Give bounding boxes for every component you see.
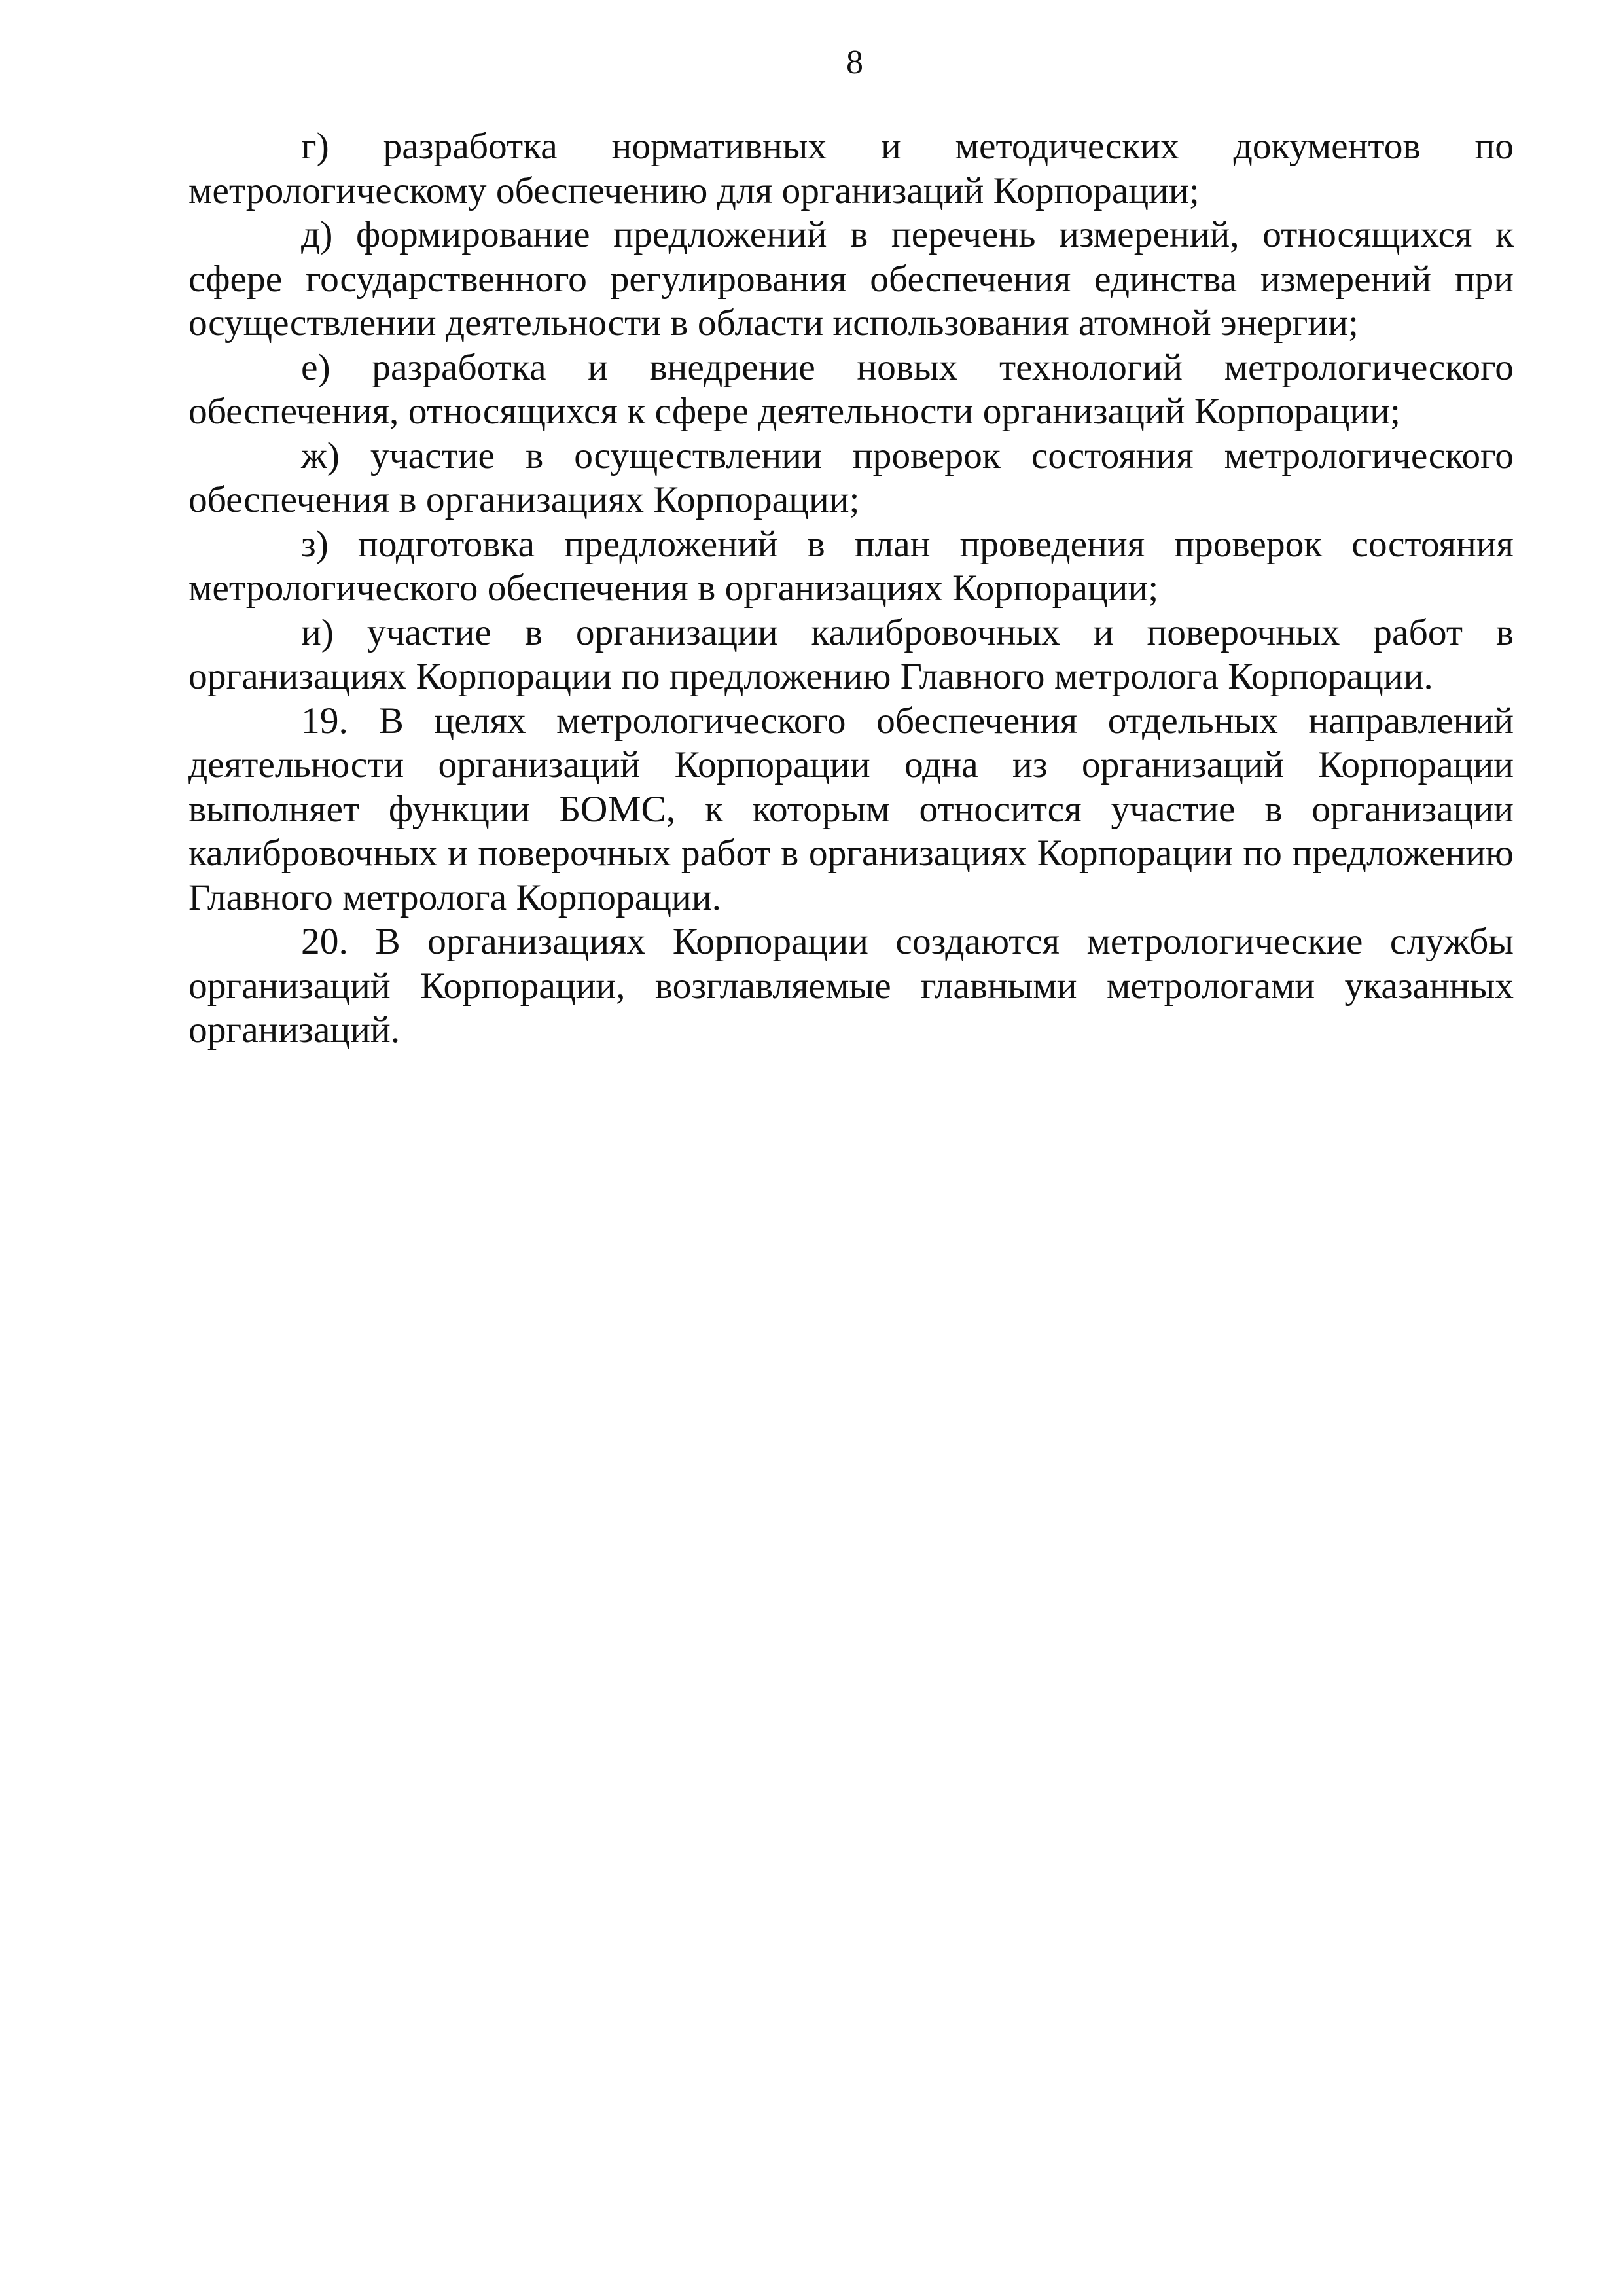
page-number: 8 [846,44,863,81]
paragraph-zh: ж) участие в осуществлении проверок состояния метрологического обеспечения в организациях Корпорации; [188,435,1514,520]
paragraph-20: 20. В организациях Корпорации создаются метрологические службы организаций Корпорации, возглавляемые главными метрологами указанных организаций. [188,921,1514,1050]
paragraph-19: 19. В целях метрологического обеспечения отдельных направлений деятельности организаций Корпорации одна из организаций Корпорации выполняет функции БОМС, к которым относится участие в организации калибровочных и поверочных работ в организациях Корпорации по предложению Главного метролога Корпорации. [188,700,1514,918]
paragraph-e: е) разработка и внедрение новых технологий метрологического обеспечения, относящихся к сфере деятельности организаций Корпорации; [188,346,1514,432]
paragraph-z: з) подготовка предложений в план проведения проверок состояния метрологического обеспечения в организациях Корпорации; [188,523,1514,609]
paragraph-d: д) формирование предложений в перечень измерений, относящихся к сфере государственного регулирования обеспечения единства измерений при осуществлении деятельности в области использования атомной энергии; [188,214,1514,344]
paragraph-g: г) разработка нормативных и методических документов по метрологическому обеспечению для организаций Корпорации; [188,126,1514,211]
document-body [188,124,1514,1052]
paragraph-i: и) участие в организации калибровочных и поверочных работ в организациях Корпорации по предложению Главного метролога Корпорации. [188,611,1514,697]
